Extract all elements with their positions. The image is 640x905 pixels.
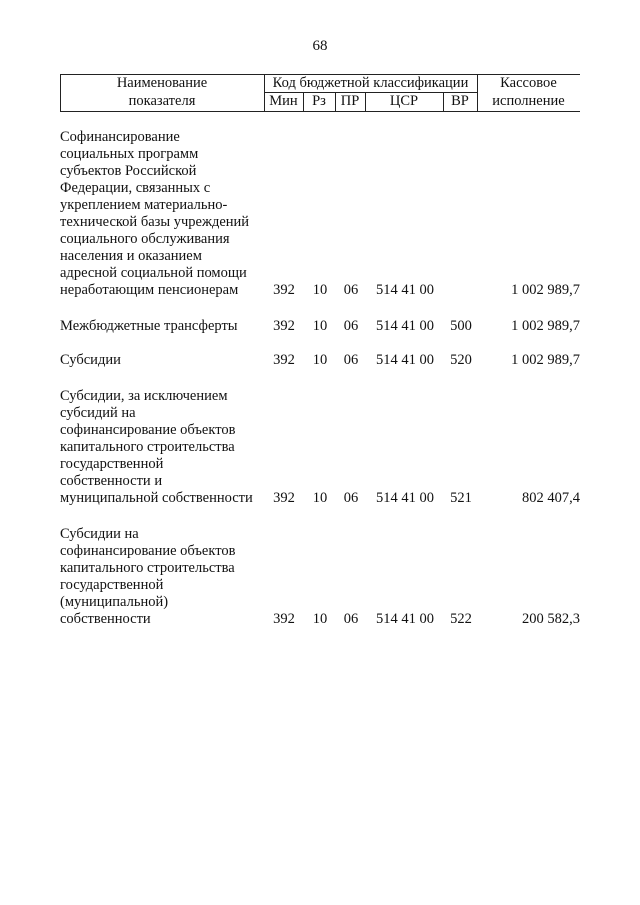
header-col-csr: ЦСР bbox=[389, 93, 419, 109]
row-min: 392 bbox=[273, 611, 295, 627]
row-rz: 10 bbox=[312, 611, 328, 627]
header-budget-code-group: Код бюджетной классификации bbox=[272, 75, 469, 91]
row-amount: 1 002 989,7 bbox=[511, 318, 580, 334]
row-name: Софинансирование социальных программ субъектов Российской Федерации, связанных с укреплением материально- технической базы учреждений социального обслуживания населения и оказанием адресной социальной помощи неработающим пенсионерам bbox=[60, 129, 250, 298]
row-min: 392 bbox=[273, 318, 295, 334]
row-amount: 1 002 989,7 bbox=[511, 282, 580, 298]
row-min: 392 bbox=[273, 352, 295, 368]
row-pr: 06 bbox=[343, 490, 359, 506]
row-csr: 514 41 00 bbox=[376, 318, 434, 334]
row-csr: 514 41 00 bbox=[376, 352, 434, 368]
row-vr: 522 bbox=[450, 611, 472, 627]
row-rz: 10 bbox=[312, 490, 328, 506]
row-vr: 520 bbox=[450, 352, 472, 368]
header-name-line1: Наименование bbox=[116, 75, 208, 91]
row-pr: 06 bbox=[343, 611, 359, 627]
row-amount: 802 407,4 bbox=[522, 490, 580, 506]
header-col-min: Мин bbox=[269, 93, 298, 109]
row-vr: 500 bbox=[450, 318, 472, 334]
row-name: Межбюджетные трансферты bbox=[60, 318, 238, 334]
row-name: Субсидии bbox=[60, 352, 121, 368]
row-pr: 06 bbox=[343, 318, 359, 334]
row-rz: 10 bbox=[312, 352, 328, 368]
row-pr: 06 bbox=[343, 352, 359, 368]
row-csr: 514 41 00 bbox=[376, 282, 434, 298]
row-rz: 10 bbox=[312, 282, 328, 298]
row-rz: 10 bbox=[312, 318, 328, 334]
page-number: 68 bbox=[312, 38, 328, 54]
header-col-vr: ВР bbox=[451, 93, 469, 109]
header-amount-line1: Кассовое bbox=[500, 75, 557, 91]
row-min: 392 bbox=[273, 490, 295, 506]
header-amount-line2: исполнение bbox=[492, 93, 565, 109]
header-bottom-border bbox=[60, 111, 580, 112]
row-csr: 514 41 00 bbox=[376, 490, 434, 506]
row-amount: 1 002 989,7 bbox=[511, 352, 580, 368]
row-pr: 06 bbox=[343, 282, 359, 298]
row-min: 392 bbox=[273, 282, 295, 298]
header-name-line2: показателя bbox=[128, 93, 196, 109]
table-header bbox=[60, 74, 580, 112]
row-csr: 514 41 00 bbox=[376, 611, 434, 627]
row-amount: 200 582,3 bbox=[522, 611, 580, 627]
header-col-pr: ПР bbox=[340, 93, 360, 109]
row-vr: 521 bbox=[450, 490, 472, 506]
row-name: Субсидии, за исключением субсидий на софинансирование объектов капитального строительства государственной собственности и муниципальной собственности bbox=[60, 388, 253, 506]
header-col-rz: Рз bbox=[312, 93, 326, 109]
row-name: Субсидии на софинансирование объектов капитального строительства государственной (муниципальной) собственности bbox=[60, 526, 236, 627]
